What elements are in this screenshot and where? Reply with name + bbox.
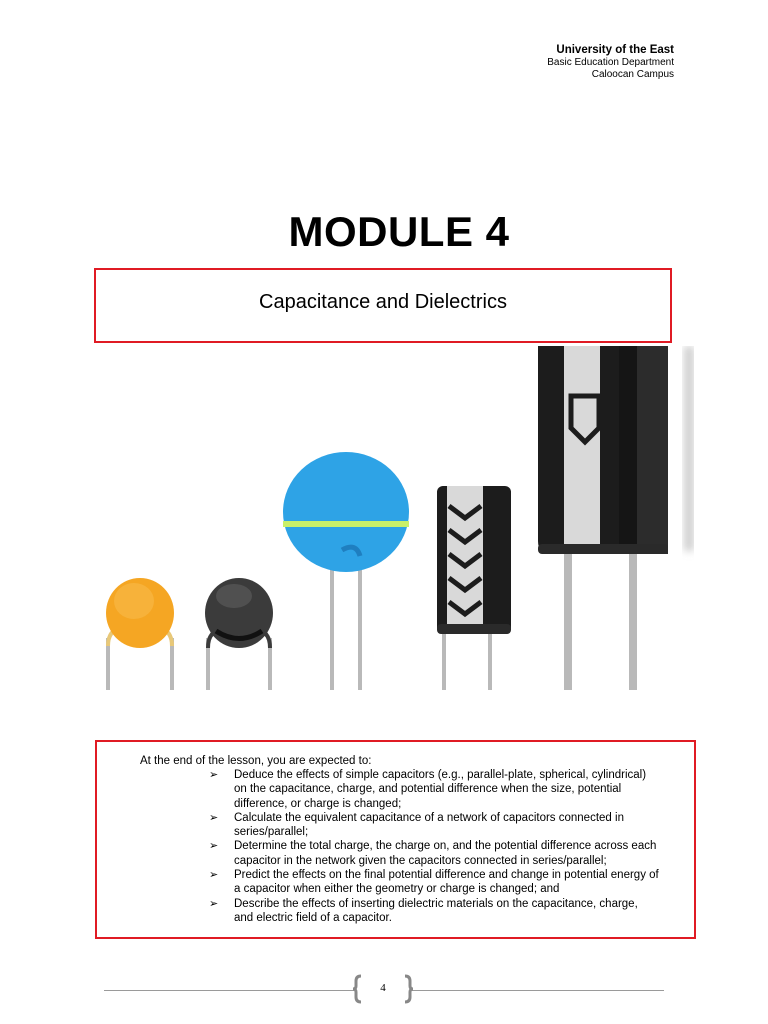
blue-disc-capacitor	[283, 452, 409, 690]
institution-name: University of the East	[556, 44, 674, 56]
objectives-intro: At the end of the lesson, you are expected to:	[140, 755, 372, 767]
learning-objectives-box	[95, 740, 696, 939]
page-number-frame	[352, 974, 414, 1004]
arrow-bullet-icon: ➢	[209, 840, 219, 853]
list-item	[209, 839, 659, 868]
department-name: Basic Education Department	[547, 57, 674, 69]
arrow-bullet-icon: ➢	[209, 869, 219, 882]
module-title: MODULE 4	[288, 208, 510, 255]
objectives-list	[209, 768, 659, 925]
footer-rule-left	[104, 990, 354, 991]
orange-ceramic-capacitor	[106, 578, 174, 690]
footer-rule-right	[412, 990, 664, 991]
objective-text: Describe the effects of inserting dielectric materials on the capacitance, charge, and electric field of a capacitor.	[234, 897, 638, 924]
list-item	[209, 811, 659, 840]
black-ceramic-capacitor	[205, 578, 273, 690]
list-item	[209, 868, 659, 897]
small-electrolytic-capacitor	[437, 486, 511, 690]
module-subtitle-box	[94, 268, 672, 343]
campus-name: Caloocan Campus	[591, 68, 674, 80]
large-electrolytic-capacitor	[538, 346, 694, 690]
objective-text: Calculate the equivalent capacitance of a network of capacitors connected in series/parallel;	[234, 811, 624, 839]
page-header	[547, 44, 674, 80]
objective-text: Determine the total charge, the charge on, and the potential difference across each capacitor in the network given the capacitors connected in series/parallel;	[234, 840, 657, 867]
arrow-bullet-icon: ➢	[209, 811, 219, 824]
arrow-bullet-icon: ➢	[209, 769, 219, 781]
arrow-bullet-icon: ➢	[209, 897, 219, 910]
page-number: 4	[380, 982, 386, 994]
module-subtitle: Capacitance and Dielectrics	[259, 291, 507, 313]
objective-text: Deduce the effects of simple capacitors (e.g., parallel-plate, spherical, cylindrical) on the capacitance, charge, and potential difference when the size, potential difference, or charge is changed;	[234, 769, 647, 810]
capacitors-illustration	[94, 346, 694, 696]
list-item	[209, 768, 659, 811]
list-item	[209, 897, 659, 926]
objective-text: Predict the effects on the final potential difference and change in potential energy of a capacitor when either the geometry or charge is changed; and	[234, 869, 659, 896]
